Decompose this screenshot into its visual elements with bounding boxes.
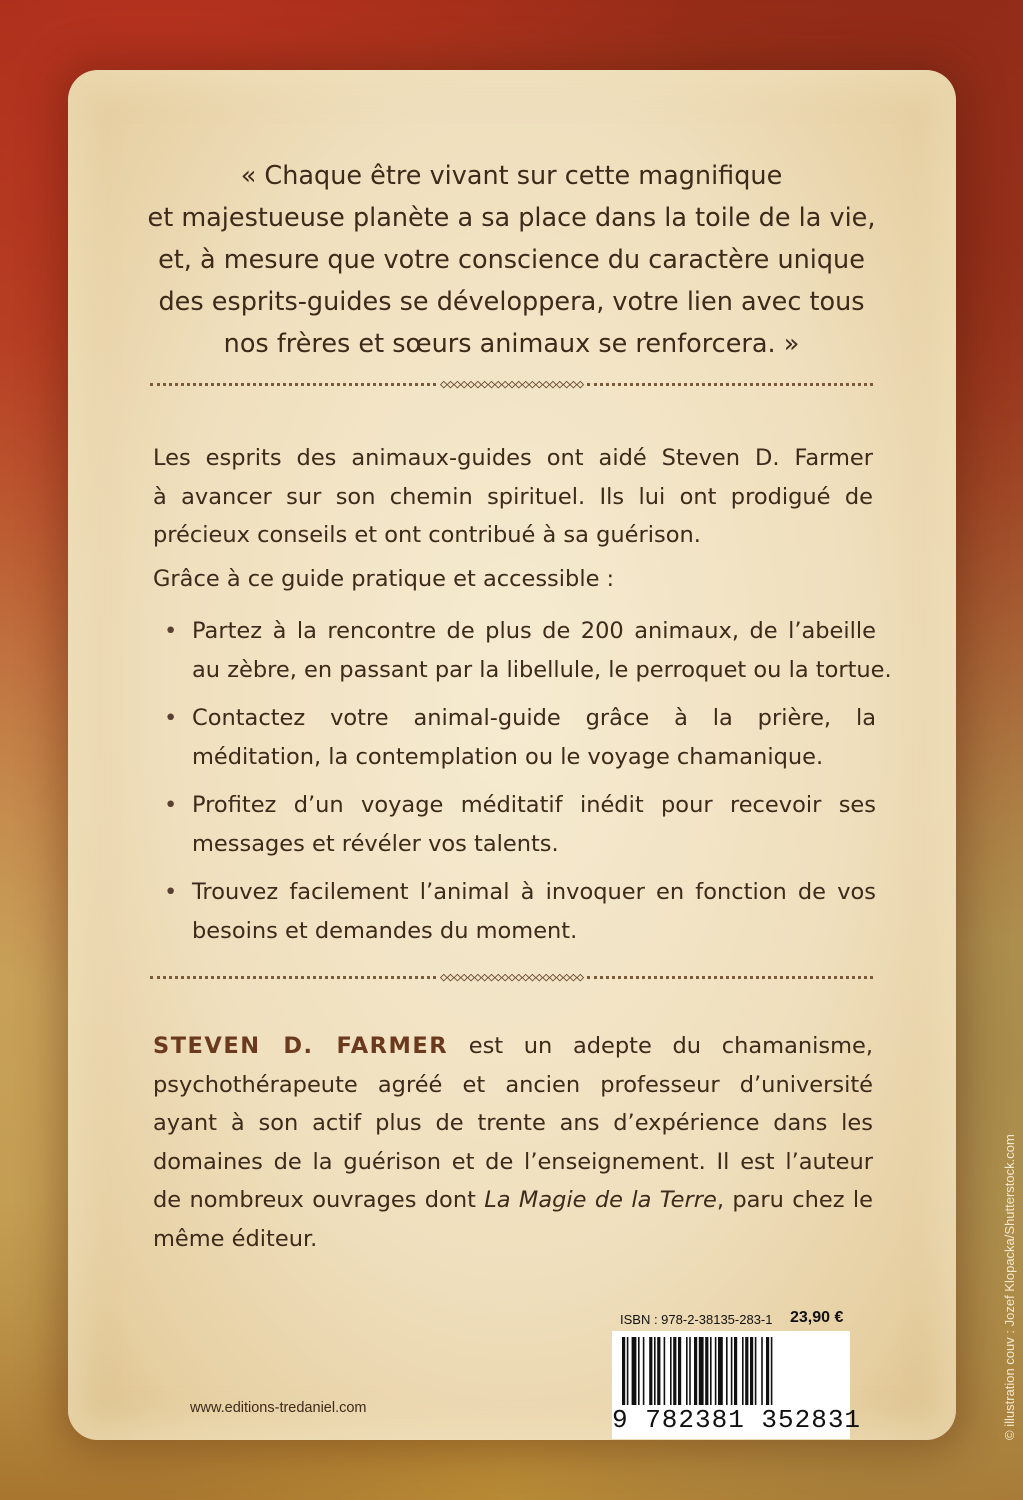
intro-line: précieux conseils et ont contribué à sa guérison. <box>153 522 701 548</box>
book-title: La Magie de la Terre <box>484 1187 717 1213</box>
author-bio-line: même éditeur. <box>153 1225 318 1252</box>
quote-line: des esprits-guides se développera, votre lien avec tous <box>158 287 865 317</box>
price-label: 23,90 € <box>790 1309 844 1326</box>
barcode-bar <box>632 1337 637 1405</box>
dotted-rule <box>587 383 873 386</box>
isbn-label: ISBN : 978-2-38135-283-1 <box>620 1312 773 1327</box>
list-item-line: méditation, la contemplation ou le voyage chamanique. <box>192 743 824 770</box>
barcode-bar <box>766 1337 769 1405</box>
list-item-line: Profitez d’un voyage méditatif inédit pour recevoir ses <box>192 792 876 818</box>
barcode-bar <box>726 1337 728 1405</box>
dotted-rule <box>150 976 436 979</box>
author-bio-line <box>153 1027 873 1066</box>
list-item-line: besoins et demandes du moment. <box>192 917 578 944</box>
barcode-bar <box>745 1337 748 1405</box>
feature-list <box>160 612 892 960</box>
barcode-bar <box>670 1337 672 1405</box>
barcode-bar <box>734 1337 737 1405</box>
barcode-bar <box>771 1337 773 1405</box>
list-heading: Grâce à ce guide pratique et accessible : <box>153 566 615 592</box>
author-name: STEVEN D. FARMER <box>153 1033 449 1059</box>
illustration-credit: © illustration couv : Jozef Klopacka/Shutterstock.com <box>1002 1134 1017 1440</box>
barcode-bar <box>654 1337 656 1405</box>
barcode-bar <box>689 1337 691 1405</box>
author-bio-text: de nombreux ouvrages dont <box>153 1187 485 1213</box>
list-item <box>160 699 876 776</box>
quote-line: « Chaque être vivant sur cette magnifique <box>240 161 783 191</box>
list-item-line: Partez à la rencontre de plus de 200 animaux, de l’abeille <box>192 618 876 644</box>
bullet-icon: • <box>164 618 178 644</box>
diamond-ornament: ◇◇◇◇◇◇◇◇◇◇◇◇◇◇◇◇◇◇◇◇◇ <box>439 969 584 985</box>
diamond-ornament: ◇◇◇◇◇◇◇◇◇◇◇◇◇◇◇◇◇◇◇◇◇ <box>439 376 584 392</box>
barcode-bar <box>699 1337 704 1405</box>
barcode-bar <box>622 1337 625 1405</box>
list-item-line: au zèbre, en passant par la libellule, le perroquet ou la tortue. <box>192 656 892 683</box>
author-bio-text: , paru chez le <box>716 1187 873 1213</box>
bullet-icon: • <box>164 792 178 818</box>
barcode-bars <box>612 1331 850 1405</box>
barcode-bar <box>686 1337 688 1405</box>
quote-line: nos frères et sœurs animaux se renforcera. » <box>223 329 800 359</box>
barcode-bar <box>643 1337 645 1405</box>
barcode-bar <box>657 1337 660 1405</box>
author-bio-line: psychothérapeute agréé et ancien professeur d’université <box>153 1071 873 1098</box>
barcode-bar <box>750 1337 753 1405</box>
list-item <box>160 786 876 863</box>
ornamental-divider <box>150 377 873 391</box>
quote-line: et majestueuse planète a sa place dans la toile de la vie, <box>147 203 876 233</box>
publisher-website: www.editions-tredaniel.com <box>190 1400 367 1416</box>
barcode-bar <box>718 1337 723 1405</box>
barcode-bar <box>705 1337 708 1405</box>
barcode-bar <box>731 1337 733 1405</box>
list-item <box>160 612 892 689</box>
intro-line: à avancer sur son chemin spirituel. Ils lui ont prodigué de <box>153 483 873 510</box>
author-bio <box>153 1027 873 1258</box>
barcode-bar <box>673 1337 676 1405</box>
barcode-bar <box>742 1337 744 1405</box>
barcode-bar <box>710 1337 712 1405</box>
quote-line: et, à mesure que votre conscience du caractère unique <box>158 245 865 275</box>
back-cover-quote <box>100 155 923 365</box>
barcode-bar <box>627 1337 629 1405</box>
barcode-bar <box>761 1337 763 1405</box>
author-bio-text: est un adepte du chamanisme, <box>448 1033 873 1059</box>
ornamental-divider <box>150 970 873 984</box>
barcode-bar <box>755 1337 757 1405</box>
dotted-rule <box>587 976 873 979</box>
barcode-digits: 9 782381 352831 <box>612 1405 862 1435</box>
intro-line: Les esprits des animaux-guides ont aidé Steven D. Farmer <box>153 445 873 471</box>
list-item-line: messages et révéler vos talents. <box>192 830 559 857</box>
dotted-rule <box>150 383 436 386</box>
barcode-bar <box>638 1337 640 1405</box>
list-item-line: Trouvez facilement l’animal à invoquer en fonction de vos <box>192 879 876 905</box>
list-item-line: Contactez votre animal-guide grâce à la prière, la <box>192 705 876 731</box>
list-item <box>160 873 876 950</box>
bullet-icon: • <box>164 705 178 731</box>
barcode-bar <box>678 1337 681 1405</box>
bullet-icon: • <box>164 879 178 905</box>
barcode-bar <box>715 1337 717 1405</box>
barcode-bar <box>664 1337 666 1405</box>
barcode-bar <box>694 1337 697 1405</box>
barcode-bar <box>649 1337 652 1405</box>
intro-paragraph <box>153 439 873 555</box>
author-bio-line: domaines de la guérison et de l’enseignement. Il est l’auteur <box>153 1148 873 1175</box>
author-bio-line <box>153 1181 873 1220</box>
author-bio-line: ayant à son actif plus de trente ans d’expérience dans les <box>153 1110 873 1136</box>
